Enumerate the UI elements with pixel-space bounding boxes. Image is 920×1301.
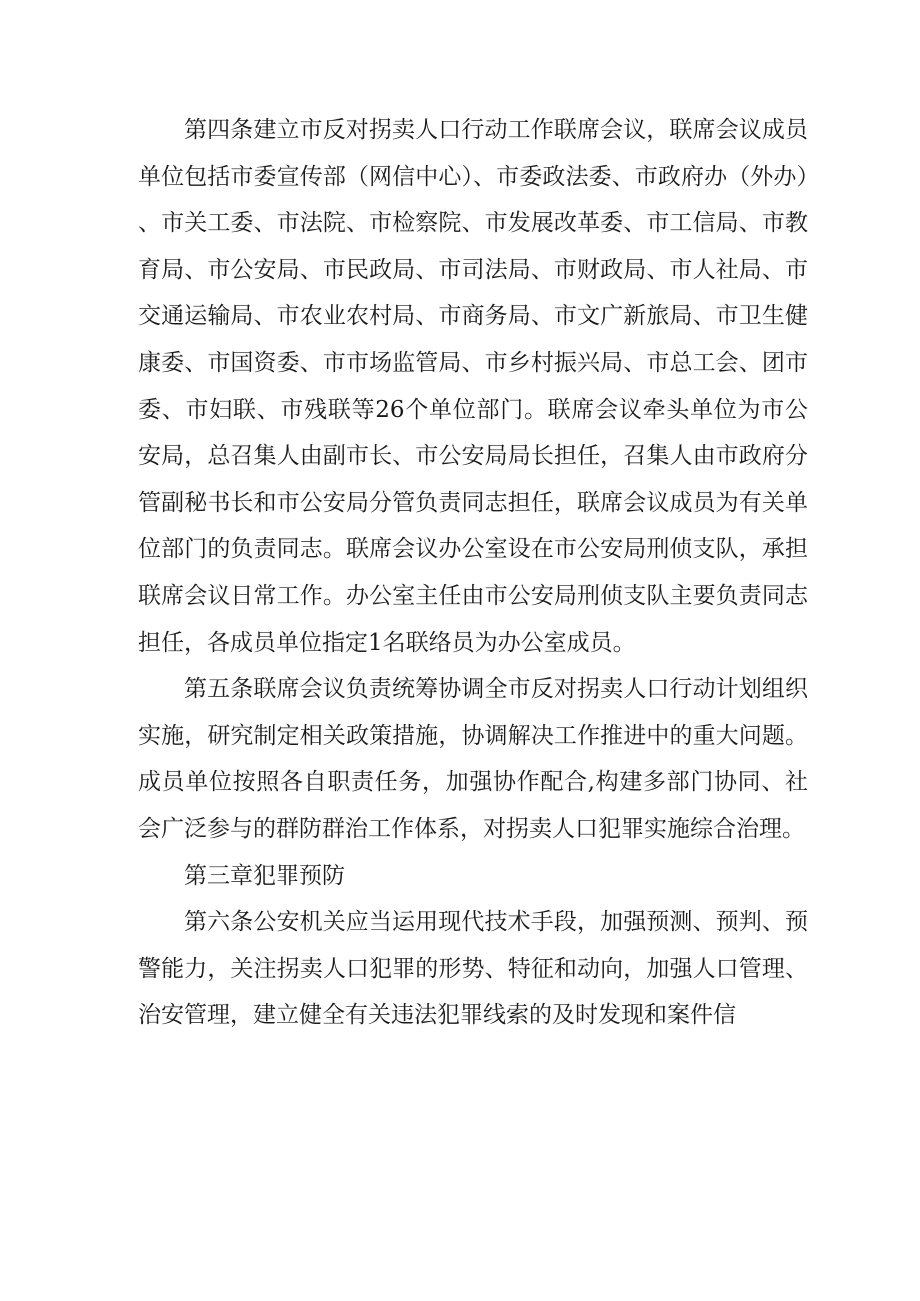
article-4-paragraph: 第四条建立市反对拐卖人口行动工作联席会议，联席会议成员单位包括市委宣传部（网信中心）、市委政法委、市政府办（外办）、市关工委、市法院、市检察院、市发展改革委、市工信局、市教育局、市公安局、市民政局、市司法局、市财政局、市人社局、市交通运输局、市农业农村局、市商务局、市文广新旅局、市卫生健康委、市国资委、市市场监管局、市乡村振兴局、市总工会、团市委、市妇联、市残联等26个单位部门。联席会议牵头单位为市公安局，总召集人由副市长、市公安局局长担任，召集人由市政府分管副秘书长和市公安局分管负责同志担任，联席会议成员为有关单位部门的负责同志。联席会议办公室设在市公安局刑侦支队，承担联席会议日常工作。办公室主任由市公安局刑侦支队主要负责同志担任，各成员单位指定1名联络员为办公室成员。 [138,117,808,656]
article-6-paragraph: 第六条公安机关应当运用现代技术手段，加强预测、预判、预警能力，关注拐卖人口犯罪的形势、特征和动向，加强人口管理、治安管理，建立健全有关违法犯罪线索的及时发现和案件信 [138,909,808,1029]
chapter-3-heading: 第三章犯罪预防 [184,862,345,889]
article-5-paragraph: 第五条联席会议负责统筹协调全市反对拐卖人口行动计划组织实施，研究制定相关政策措施，协调解决工作推进中的重大问题。成员单位按照各自职责任务，加强协作配合,构建多部门协同、社会广泛参与的群防群治工作体系，对拐卖人口犯罪实施综合治理。 [138,676,808,842]
document-body [138,107,808,1039]
